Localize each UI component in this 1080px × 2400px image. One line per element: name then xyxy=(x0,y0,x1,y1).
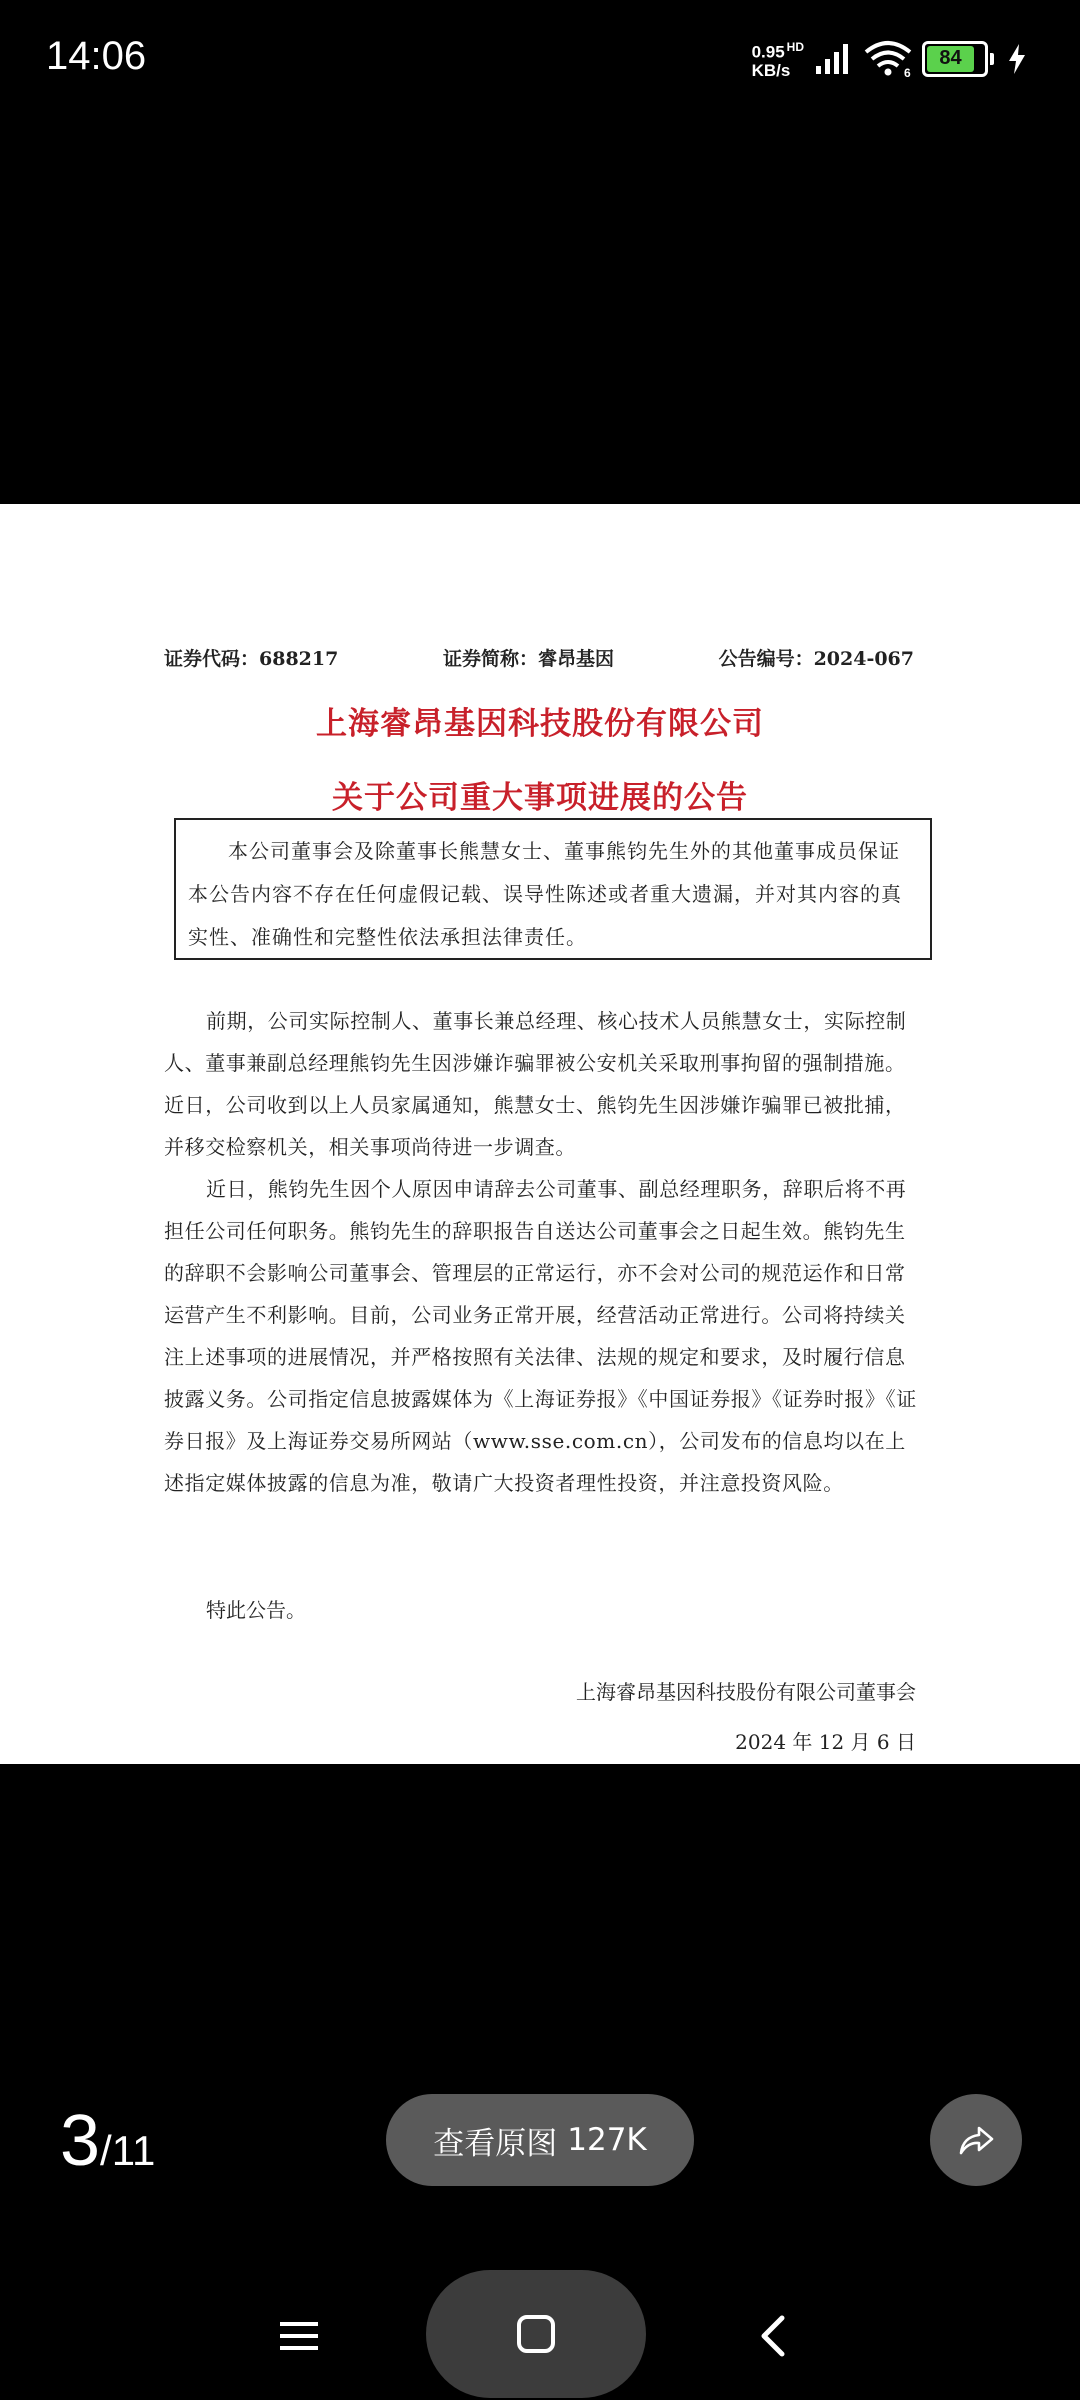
signal-icon xyxy=(814,42,854,76)
stock-code: 证券代码：688217 xyxy=(164,648,339,670)
paragraph-1: 前期，公司实际控制人、董事长兼总经理、核心技术人员熊慧女士，实际控制人、董事兼副总经理熊钧先生因涉嫌诈骗罪被公安机关采取刑事拘留的强制措施。近日，公司收到以上人员家属通知，熊慧女士、熊钧先生因涉嫌诈骗罪已被批捕，并移交检察机关，相关事项尚待进一步调查。 xyxy=(164,1009,907,1159)
navigation-bar xyxy=(0,2270,1080,2400)
stock-name: 证券简称：睿昂基因 xyxy=(442,648,614,670)
share-icon xyxy=(955,2119,997,2161)
view-original-button[interactable] xyxy=(386,2094,694,2186)
svg-text:6: 6 xyxy=(904,65,911,78)
hd-label: HD xyxy=(786,40,804,54)
view-original-label: 查看原图 xyxy=(433,2125,558,2162)
closing-text: 特此公告。 xyxy=(206,1598,306,1622)
menu-icon[interactable] xyxy=(270,2310,330,2362)
company-name: 上海睿昂基因科技股份有限公司 xyxy=(316,706,764,742)
disclaimer-box: 本公司董事会及除董事长熊慧女士、董事熊钧先生外的其他董事成员保证本公告内容不存在任何虚假记载、误导性陈述或者重大遗漏，并对其内容的真实性、准确性和完整性依法承担法律责任。 xyxy=(174,818,932,960)
page-current: 3 xyxy=(60,2101,101,2181)
home-icon xyxy=(514,2312,558,2356)
network-speed xyxy=(752,38,804,80)
back-icon[interactable] xyxy=(750,2310,800,2362)
paragraph-2: 近日，熊钧先生因个人原因申请辞去公司董事、副总经理职务，辞职后将不再担任公司任何职务。熊钧先生的辞职报告自送达公司董事会之日起生效。熊钧先生的辞职不会影响公司董事会、管理层的正常运行，亦不会对公司的规范运作和日常运营产生不利影响。目前，公司业务正常开展，经营活动正常进行。公司将持续关注上述事项的进展情况，并严格按照有关法律、法规的规定和要求，及时履行信息披露义务。公司指定信息披露媒体为《上海证券报》《中国证券报》《证券时报》《证券日报》及上海证券交易所网站（www.sse.com.cn），公司发布的信息均以在上述指定媒体披露的信息为准，敬请广大投资者理性投资，并注意投资风险。 xyxy=(164,1177,917,1495)
document-image[interactable] xyxy=(0,504,1080,1764)
page-separator: / xyxy=(100,2127,112,2174)
home-button[interactable] xyxy=(426,2270,646,2398)
signature: 上海睿昂基因科技股份有限公司董事会 xyxy=(576,1680,916,1704)
net-speed-value: 0.95 xyxy=(751,42,785,62)
battery-icon xyxy=(922,41,994,77)
battery-level: 84 xyxy=(927,46,974,72)
announcement-number: 公告编号：2024-067 xyxy=(718,648,914,670)
page-total: 11 xyxy=(111,2127,156,2174)
view-original-size: 127K xyxy=(567,2122,647,2158)
announcement-body xyxy=(164,1000,920,1504)
announcement-date: 2024 年 12 月 6 日 xyxy=(735,1730,916,1754)
charging-bolt-icon xyxy=(1006,42,1028,76)
doc-header-row xyxy=(164,644,914,671)
share-button[interactable] xyxy=(930,2094,1022,2186)
status-icons xyxy=(752,38,1028,80)
wifi-icon xyxy=(862,40,914,78)
page-counter xyxy=(60,2100,155,2182)
announcement-title: 关于公司重大事项进展的公告 xyxy=(332,780,748,816)
net-speed-unit: KB/s xyxy=(751,60,791,80)
status-time: 14:06 xyxy=(46,34,147,78)
status-bar xyxy=(0,0,1080,120)
